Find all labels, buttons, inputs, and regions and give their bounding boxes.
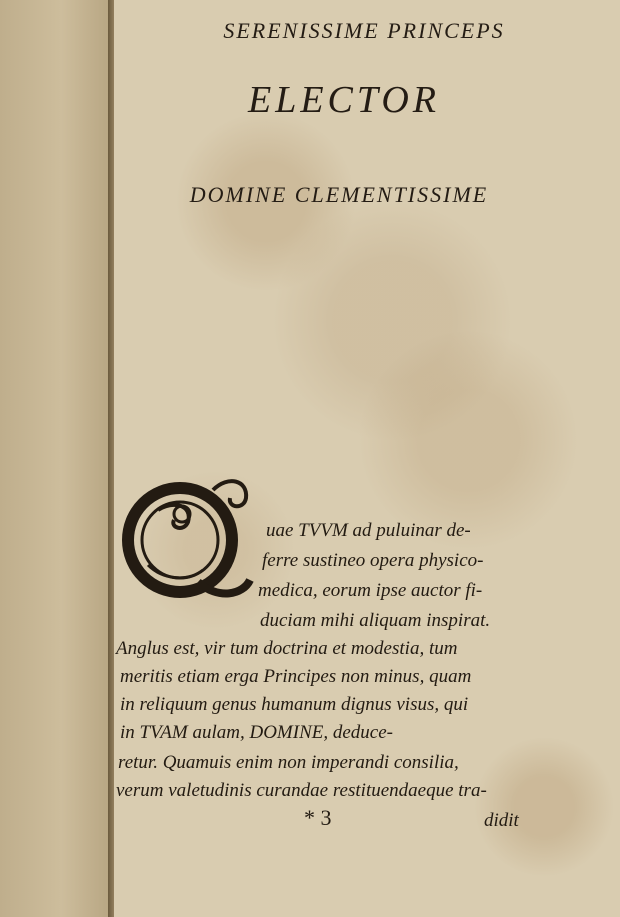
text-line-2: ferre sustineo opera physico-	[262, 550, 484, 571]
text-line-9: retur. Quamuis enim non imperandi consilia,	[118, 752, 459, 773]
heading-domine-clementissime: DOMINE CLEMENTISSIME	[189, 182, 489, 207]
ornamental-dropcap	[118, 470, 258, 610]
text-line-8: in TVAM aulam, DOMINE, deduce-	[120, 722, 393, 743]
facing-page	[0, 0, 112, 917]
heading-elector: ELECTOR	[247, 79, 440, 121]
heading-serenissime-princeps: SERENISSIME PRINCEPS	[223, 18, 505, 43]
text-line-6: meritis etiam erga Principes non minus, quam	[120, 666, 472, 687]
text-line-7: in reliquum genus humanum dignus visus, qui	[120, 694, 469, 715]
dropcap-flourish-icon	[128, 481, 250, 593]
signature-mark: * 3	[304, 805, 332, 830]
text-line-10: verum valetudinis curandae restituendaeque tra-	[116, 780, 487, 801]
text-line-4: duciam mihi aliquam inspirat.	[260, 610, 491, 631]
book-page	[114, 0, 620, 917]
text-line-5: Anglus est, vir tum doctrina et modestia, tum	[116, 638, 458, 659]
text-line-3: medica, eorum ipse auctor fi-	[258, 580, 483, 601]
catchword: didit	[484, 810, 519, 831]
text-line-1: uae TVVM ad puluinar de-	[266, 520, 471, 541]
